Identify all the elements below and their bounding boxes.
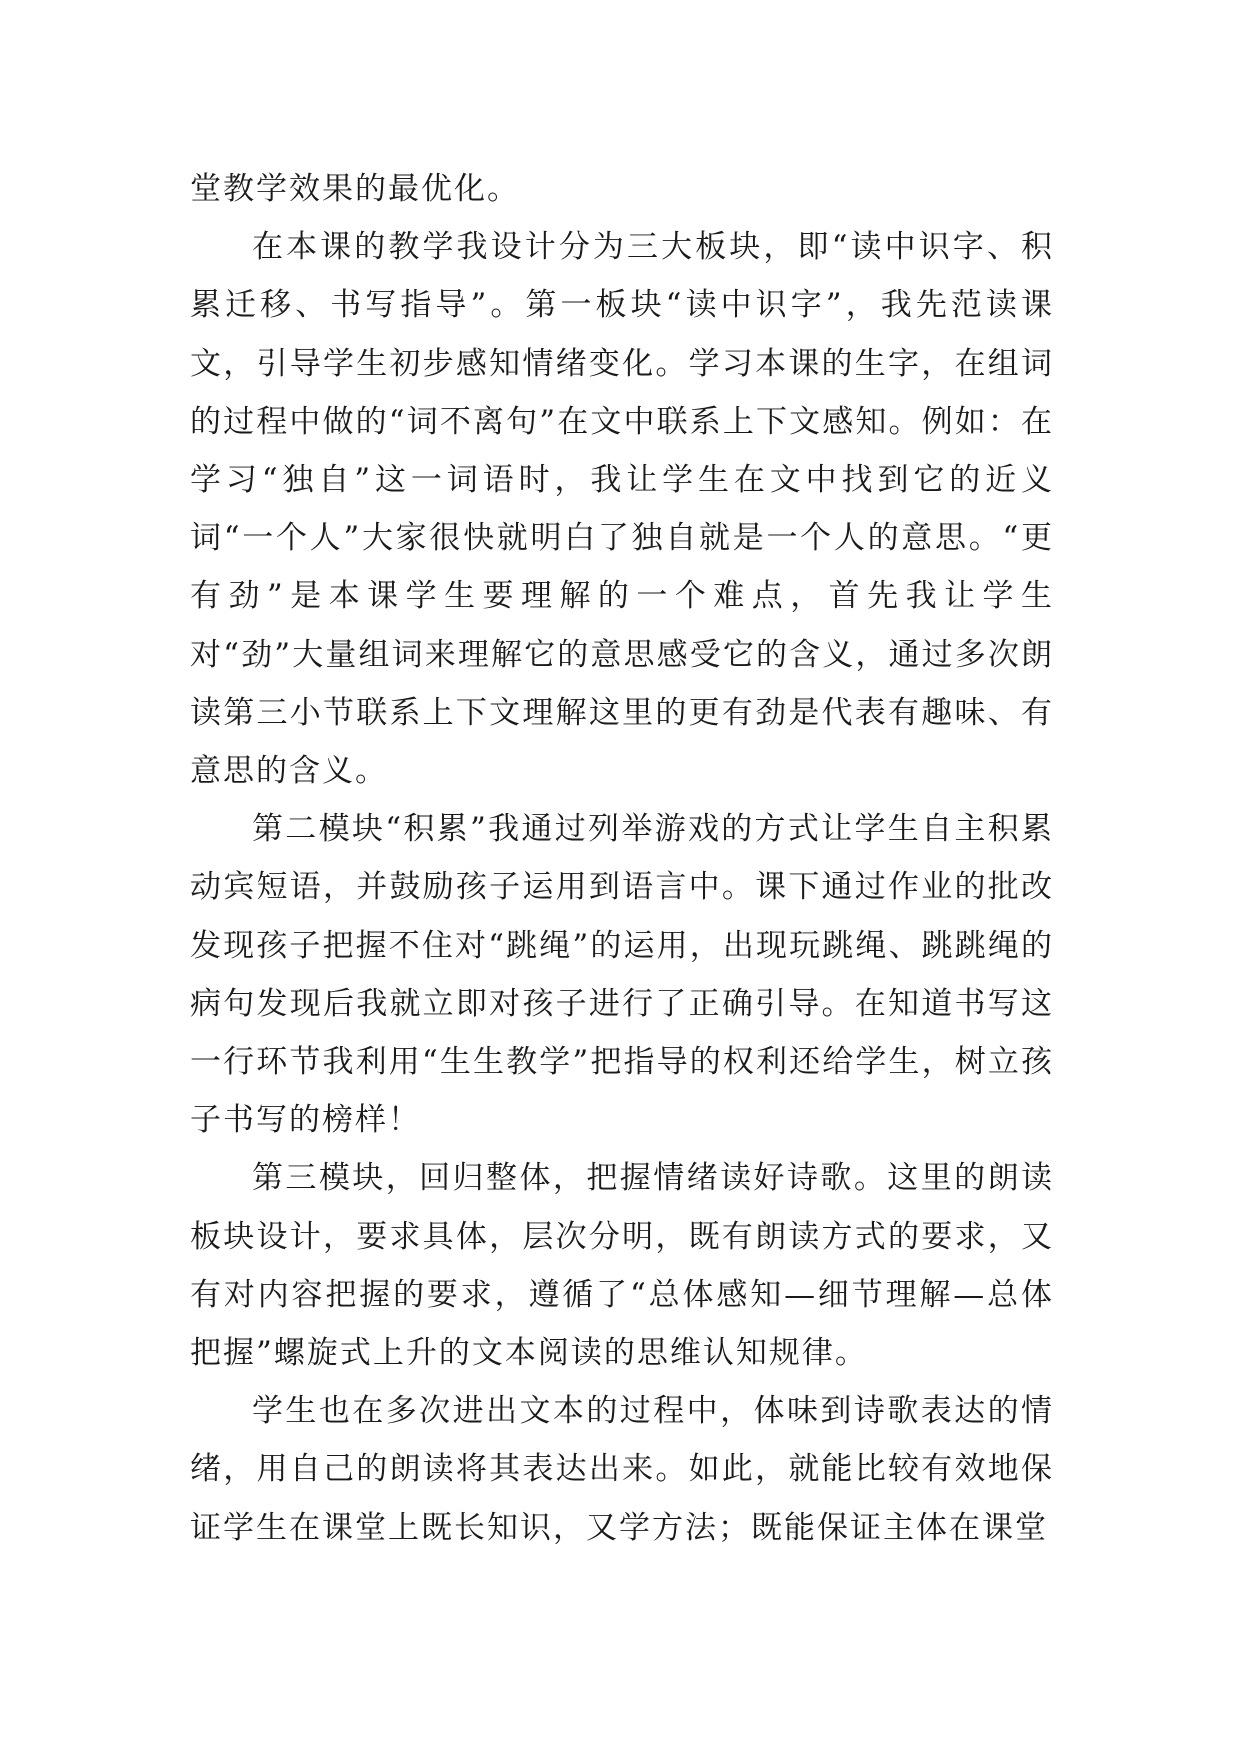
paragraph-reading-literacy: 在本课的教学我设计分为三大板块，即“读中识字、积累迁移、书写指导”。第一板块“读中识字”，我先范读课文，引导学生初步感知情绪变化。学习本课的生字，在组词的过程中做的“词不离句”在文中联系上下文感知。例如：在学习“独自”这一词语时，我让学生在文中找到它的近义词“一个人”大家很快就明白了独自就是一个人的意思。“更有劲”是本课学生要理解的一个难点，首先我让学生对“劲”大量组词来理解它的意思感受它的含义，通过多次朗读第三小节联系上下文理解这里的更有劲是代表有趣味、有意思的含义。 (190, 229, 1054, 790)
paragraph-reading-poetry: 第三模块，回归整体，把握情绪读好诗歌。这里的朗读板块设计，要求具体，层次分明，既有朗读方式的要求，又有对内容把握的要求，遵循了“总体感知—细节理解—总体把握”螺旋式上升的文本阅读的思维认知规律。 (190, 1160, 1054, 1372)
paragraph-student-experience: 学生也在多次进出文本的过程中，体味到诗歌表达的情绪，用自己的朗读将其表达出来。如此，就能比较有效地保证学生在课堂上既长知识，又学方法；既能保证主体在课堂 (190, 1393, 1054, 1546)
document-body (190, 160, 1054, 1557)
paragraph-accumulation: 第二模块“积累”我通过列举游戏的方式让学生自主积累动宾短语，并鼓励孩子运用到语言中。课下通过作业的批改发现孩子把握不住对“跳绳”的运用，出现玩跳绳、跳跳绳的病句发现后我就立即对孩子进行了正确引导。在知道书写这一行环节我利用“生生教学”把指导的权利还给学生，树立孩子书写的榜样！ (190, 811, 1054, 1139)
paragraph-continued: 堂教学效果的最优化。 (190, 171, 520, 207)
